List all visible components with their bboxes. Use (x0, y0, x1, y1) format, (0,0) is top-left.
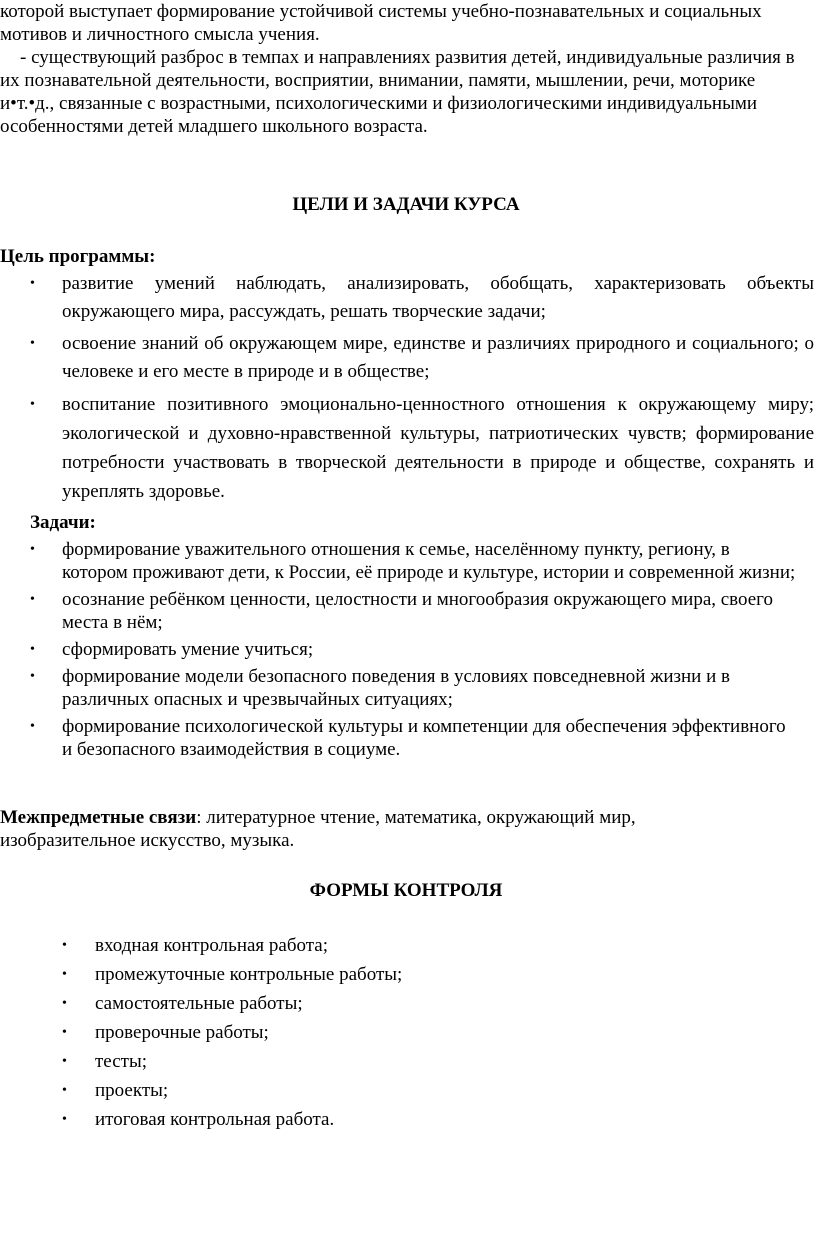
intro-paragraph-1: которой выступает формирование устойчивой системы учебно-познавательных и социальных мотивов и личностного смысла учения. (0, 1, 762, 45)
task-list (0, 538, 800, 761)
task-item (0, 638, 800, 661)
control-item-text: итоговая контрольная работа. (95, 1109, 335, 1130)
goal-item-text: развитие умений наблюдать, анализировать, обобщать, характеризовать объекты окружающего мира, рассуждать, решать творческие задачи; (62, 273, 814, 322)
links-text: : литературное чтение, математика, окружающий мир, изобразительное искусство, музыка. (0, 807, 636, 851)
goal-item (0, 330, 814, 386)
control-item (0, 934, 700, 963)
task-item (0, 665, 800, 711)
control-item-text: проекты; (95, 1080, 169, 1101)
control-item-text: самостоятельные работы; (95, 993, 303, 1014)
task-item-text: сформировать умение учиться; (62, 639, 314, 660)
control-item-text: промежуточные контрольные работы; (95, 964, 403, 985)
task-item (0, 538, 800, 584)
task-item-text: формирование модели безопасного поведения в условиях повседневной жизни и в различных опасных и чрезвычайных ситуациях; (62, 666, 730, 710)
task-item (0, 715, 800, 761)
goal-item (0, 270, 814, 326)
interdisciplinary-links (0, 806, 760, 852)
bullet-icon: • (30, 669, 35, 684)
control-item (0, 992, 700, 1021)
bullet-icon: • (62, 1054, 67, 1069)
bullet-icon: • (62, 938, 67, 953)
bullet-icon: • (30, 542, 35, 557)
bullet-icon: • (62, 996, 67, 1011)
goal-item (0, 390, 814, 506)
bullet-icon: • (62, 967, 67, 982)
tasks-label: Задачи: (30, 512, 96, 533)
intro-paragraph-2: - существующий разброс в темпах и направлениях развития детей, индивидуальные различия в их познавательной деятельности, восприятии, внимании, памяти, мышлении, речи, моторике и•т.•д., связанные с возрастными, психологическими и физиологическими индивидуальными особенностями детей младшего школьного возраста. (0, 47, 795, 137)
bullet-icon: • (30, 592, 35, 607)
task-item-text: формирование психологической культуры и компетенции для обеспечения эффективного и безопасного взаимодействия в социуме. (62, 716, 786, 760)
control-item (0, 1108, 700, 1137)
bullet-icon: • (30, 397, 35, 412)
task-item-text: осознание ребёнком ценности, целостности и многообразия окружающего мира, своего места в нём; (62, 589, 774, 633)
task-item (0, 588, 800, 634)
goals-heading: ЦЕЛИ И ЗАДАЧИ КУРСА (292, 194, 520, 215)
links-label: Межпредметные связи (0, 807, 197, 828)
control-item (0, 1079, 700, 1108)
goal-item-text: освоение знаний об окружающем мире, единстве и различиях природного и социального; о человеке и его месте в природе и в обществе; (62, 333, 814, 382)
goal-item-text: воспитание позитивного эмоционально-ценностного отношения к окружающему миру; экологической и духовно-нравственной культуры, патриотических чувств; формирование потребности участвовать в творческой деятельности в природе и обществе, сохранять и укреплять здоровье. (62, 394, 814, 502)
control-list (0, 934, 700, 1137)
control-heading: ФОРМЫ КОНТРОЛЯ (309, 880, 503, 901)
control-item-text: тесты; (95, 1051, 147, 1072)
bullet-icon: • (30, 642, 35, 657)
control-item-text: входная контрольная работа; (95, 935, 329, 956)
bullet-icon: • (30, 719, 35, 734)
control-item-text: проверочные работы; (95, 1022, 269, 1043)
control-item (0, 963, 700, 992)
bullet-icon: • (62, 1083, 67, 1098)
control-item (0, 1021, 700, 1050)
bullet-icon: • (62, 1025, 67, 1040)
bullet-icon: • (30, 336, 35, 351)
bullet-icon: • (62, 1112, 67, 1127)
goal-list (0, 270, 814, 506)
control-item (0, 1050, 700, 1079)
task-item-text: формирование уважительного отношения к семье, населённому пункту, региону, в котором проживают дети, к России, её природе и культуре, истории и современной жизни; (62, 539, 796, 583)
goal-label: Цель программы: (0, 246, 156, 267)
bullet-icon: • (30, 276, 35, 291)
